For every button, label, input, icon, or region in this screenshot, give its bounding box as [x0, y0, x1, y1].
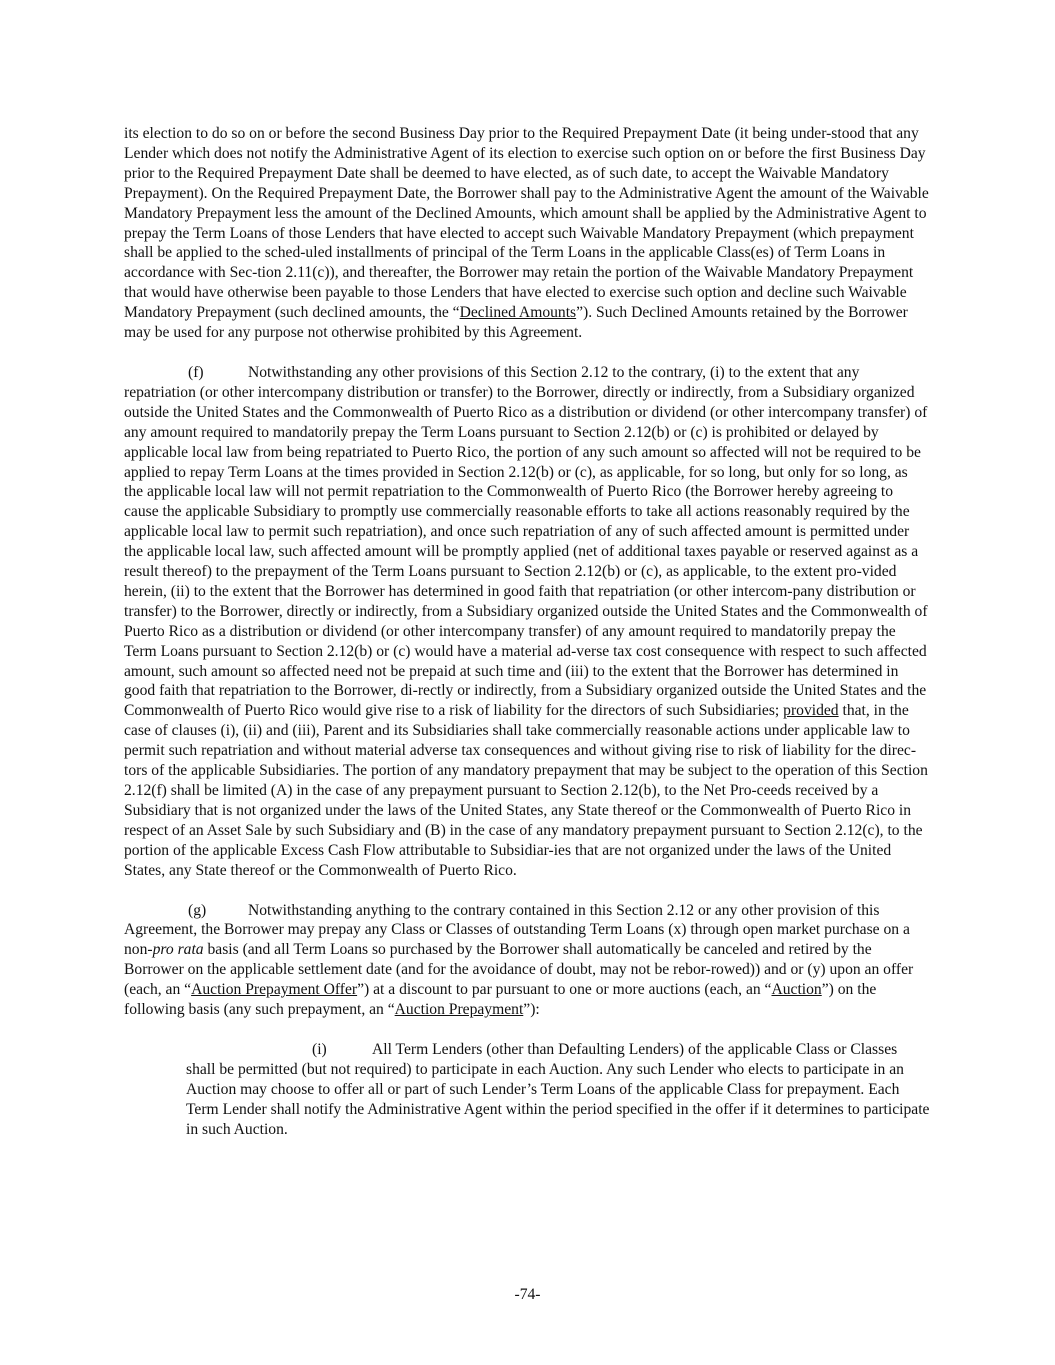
section-g-label: (g) — [188, 901, 207, 919]
section-g-text-3: ”) at a discount to par pursuant to one or more auctions (each, an “ — [357, 981, 772, 999]
document-page — [124, 124, 930, 1140]
section-f-paragraph — [124, 363, 930, 881]
section-g-i-paragraph — [186, 1040, 930, 1140]
page-number: -74- — [514, 1286, 541, 1303]
defined-term-auction-prepayment: Auction Prepayment — [394, 1001, 524, 1019]
section-g-text-4: ”) on the following basis (any such prepayment, an “ — [124, 981, 877, 1019]
section-g-paragraph — [124, 901, 930, 1020]
defined-term-declined-amounts: Declined Amounts — [459, 304, 577, 322]
section-f-text-2: that, in the case of clauses (i), (ii) and (iii), Parent and its Subsidiaries shall take commercially reasonable actions under applicable law to permit such repatriation and without material adverse tax consequences and without giving rise to risk of liability for the direc-tors of the applicable Subsidiaries. The portion of any mandatory prepayment that may be subject to the operation of this Section 2.12(f) shall be limited (A) in the case of any prepayment pursuant to Section 2.12(b), to the Net Pro-ceeds received by a Subsidiary that is not organized under the laws of the United States, any State thereof or the Commonwealth of Puerto Rico in respect of an Asset Sale by such Subsidiary and (B) in the case of any mandatory prepayment pursuant to Section 2.12(c), to the portion of the applicable Excess Cash Flow attributable to Subsidiar-ies that are not organized under the laws of the United States, any State thereof or the Commonwealth of Puerto Rico. — [124, 702, 928, 879]
section-g-i-label: (i) — [312, 1040, 327, 1058]
italic-pro-rata: pro rata — [152, 941, 204, 959]
section-g-text-1: Notwithstanding anything to the contrary contained in this Section 2.12 or any other provision of this Agreement, the Borrower may prepay any Class or Classes of outstanding Term Loans (x) through open market purchase on a non- — [124, 901, 910, 959]
continuation-text-1: its election to do so on or before the second Business Day prior to the Required Prepayment Date (it being under-stood that any Lender which does not notify the Administrative Agent of its election to exercise such option on or before the first Business Day prior to the Required Prepayment Date shall be deemed to have elected, as of such date, to accept the Waivable Mandatory Prepayment). On the Required Prepayment Date, the Borrower shall pay to the Administrative Agent the amount of the Waivable Mandatory Prepayment less the amount of the Declined Amounts, which amount shall be applied by the Administrative Agent to prepay the Term Loans of those Lenders that have elected to accept such Waivable Mandatory Prepayment (which prepayment shall be applied to the sched-uled installments of principal of the Term Loans in the applicable Class(es) of Term Loans in accordance with Sec-tion 2.11(c)), and thereafter, the Borrower may retain the portion of the Waivable Mandatory Prepayment that would have otherwise been payable to those Lenders that have elected to exercise such option and decline such Waivable Mandatory Prepayment (such declined amounts, the “ — [124, 125, 929, 322]
defined-term-provided: provided — [783, 702, 839, 720]
defined-term-auction-prepayment-offer: Auction Prepayment Offer — [191, 981, 358, 999]
section-g-text-2: basis (and all Term Loans so purchased by the Borrower shall automatically be canceled and retired by the Borrower on the applicable settlement date (and for the avoidance of doubt, may not be rebor-rowed)) and or (y) upon an offer (each, an “ — [124, 941, 914, 999]
defined-term-auction: Auction — [771, 981, 822, 999]
continuation-paragraph — [124, 124, 930, 343]
section-f-text-1: Notwithstanding any other provisions of this Section 2.12 to the contrary, (i) to the extent that any repatriation (or other intercompany distribution or transfer) to the Borrower, directly or indirectly, from a Subsidiary organized outside the United States and the Commonwealth of Puerto Rico as a distribution or dividend (or other intercompany transfer) of any amount required to mandatorily prepay the Term Loans pursuant to Section 2.12(b) or (c) is prohibited or delayed by applicable local law from being repatriated to Puerto Rico, the portion of any such amount so affected will not be required to be applied to repay Term Loans at the times provided in Section 2.12(b) or (c), as applicable, for so long, but only for so long, as the applicable local law will not permit repatriation to the Commonwealth of Puerto Rico (the Borrower hereby agreeing to cause the applicable Subsidiary to promptly use commercially reasonable efforts to take all actions reasonably required by the applicable local law to permit such repatriation), and once such repatriation of any of such affected amount is permitted under the applicable local law, such affected amount will be promptly applied (net of additional taxes payable or reserved against as a result thereof) to the prepayment of the Term Loans pursuant to Section 2.12(b) or (c), as applicable, to the extent pro-vided herein, (ii) to the extent that the Borrower has determined in good faith that repatriation (or other intercom-pany distribution or transfer) to the Borrower, directly or indirectly, from a Subsidiary organized outside the United States and the Commonwealth of Puerto Rico as a distribution or dividend (or other intercompany transfer) of any amount required to mandatorily prepay the Term Loans pursuant to Section 2.12(b) or (c) would have a material ad-verse tax cost consequence with respect to such affected amount, such amount so affected need not be prepaid at such time and (iii) to the extent that the Borrower has determined in good faith that repatriation to the Borrower, di-rectly or indirectly, from a Subsidiary organized outside the United States and the Commonwealth of Puerto Rico would give rise to a risk of liability for the directors of such Subsidiaries; — [124, 363, 928, 720]
continuation-text-2: ”). Such Declined Amounts retained by the Borrower may be used for any purpose not otherwise prohibited by this Agreement. — [124, 304, 908, 342]
section-g-text-5: ”): — [523, 1001, 540, 1019]
section-g-i-text: All Term Lenders (other than Defaulting Lenders) of the applicable Class or Classes shall be permitted (but not required) to participate in each Auction. Any such Lender who elects to participate in an Auction may choose to offer all or part of such Lender’s Term Loans of the applicable Class for prepayment. Each Term Lender shall notify the Administrative Agent within the period specified in the offer if it determines to participate in such Auction. — [186, 1040, 930, 1138]
section-f-label: (f) — [188, 363, 204, 381]
